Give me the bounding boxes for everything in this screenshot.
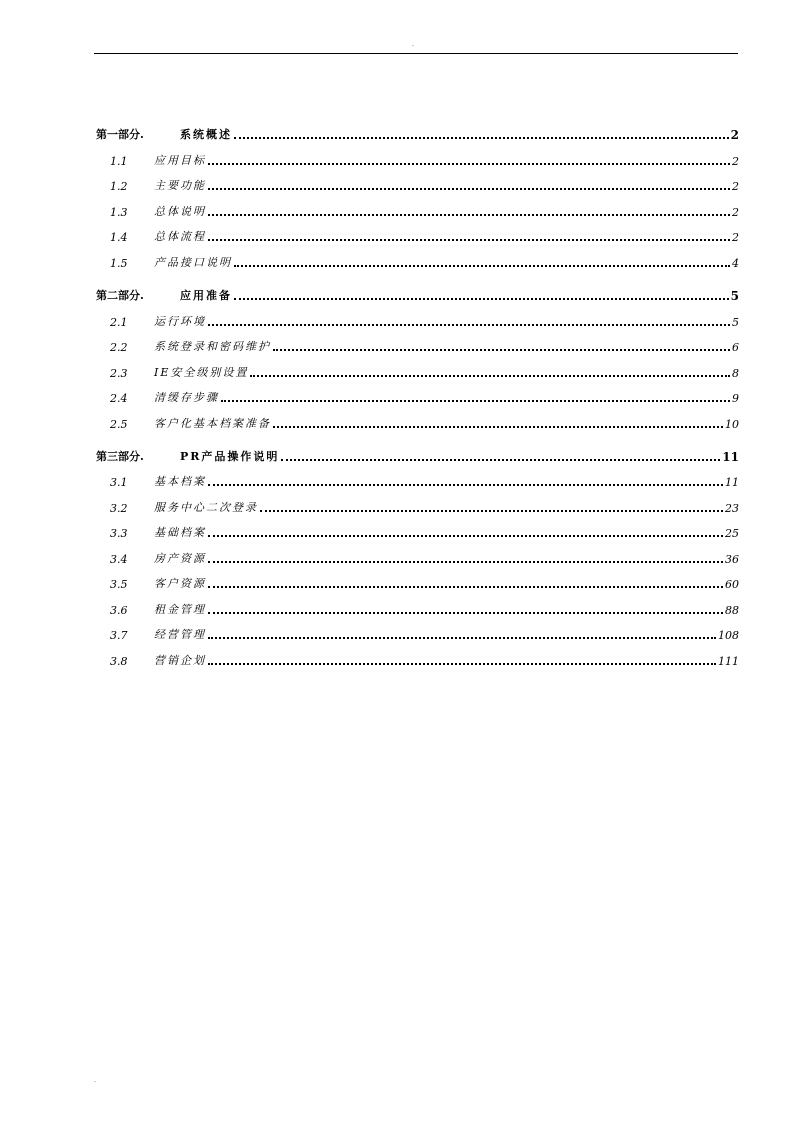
dot-leader xyxy=(234,297,729,300)
toc-entry-page: 8 xyxy=(732,367,739,380)
toc-entry-number: 2.5 xyxy=(110,418,128,431)
toc-entry-number: 3.4 xyxy=(110,553,128,566)
toc-entry-1-2[interactable] xyxy=(96,171,739,193)
dot-leader xyxy=(273,425,723,428)
toc-entry-part-1[interactable] xyxy=(96,120,739,142)
toc-entry-title: 服务中心二次登录 xyxy=(154,501,258,514)
toc-entry-3-5[interactable] xyxy=(96,569,739,591)
dot-leader xyxy=(208,636,716,639)
toc-entry-number: 3.8 xyxy=(110,655,128,668)
toc-entry-title: 系统登录和密码维护 xyxy=(154,340,271,353)
toc-entry-3-4[interactable] xyxy=(96,544,739,566)
toc-entry-title: 总体说明 xyxy=(154,205,206,218)
toc-entry-number: 2.2 xyxy=(110,341,128,354)
toc-entry-title: IE安全级别设置 xyxy=(154,366,249,379)
toc-entry-2-1[interactable] xyxy=(96,307,739,329)
toc-entry-1-3[interactable] xyxy=(96,197,739,219)
toc-entry-2-4[interactable] xyxy=(96,383,739,405)
toc-entry-number: 2.4 xyxy=(110,392,128,405)
toc-entry-2-5[interactable] xyxy=(96,409,739,431)
toc-entry-page: 23 xyxy=(725,502,739,515)
dot-leader xyxy=(221,399,730,402)
dot-leader xyxy=(208,238,730,241)
toc-entry-title: 客户资源 xyxy=(154,577,206,590)
dot-leader xyxy=(208,483,723,486)
toc-entry-page: 2 xyxy=(730,128,739,142)
toc-entry-title: 应用目标 xyxy=(154,154,206,167)
dot-leader xyxy=(250,374,730,377)
toc-entry-number: 3.2 xyxy=(110,502,128,515)
toc-entry-number: 3.1 xyxy=(110,476,128,489)
toc-entry-page: 2 xyxy=(732,206,739,219)
toc-entry-title: 客户化基本档案准备 xyxy=(154,417,271,430)
toc-entry-1-4[interactable] xyxy=(96,222,739,244)
toc-entry-page: 25 xyxy=(725,527,739,540)
toc-entry-title: 基础档案 xyxy=(154,526,206,539)
toc-entry-number: 3.7 xyxy=(110,629,128,642)
toc-entry-page: 2 xyxy=(732,180,739,193)
toc-entry-page: 10 xyxy=(725,418,739,431)
toc-entry-part-2[interactable] xyxy=(96,281,739,303)
toc-entry-2-3[interactable] xyxy=(96,358,739,380)
toc-entry-1-5[interactable] xyxy=(96,248,739,270)
toc-entry-title: 营销企划 xyxy=(154,654,206,667)
dot-leader xyxy=(234,264,730,267)
dot-leader xyxy=(208,323,730,326)
toc-entry-page: 5 xyxy=(732,316,739,329)
toc-entry-number: 第一部分. xyxy=(96,128,144,141)
header-mark: . xyxy=(412,41,414,48)
toc-entry-page: 60 xyxy=(725,578,739,591)
toc-entry-part-3[interactable] xyxy=(96,442,739,464)
dot-leader xyxy=(273,348,730,351)
toc-entry-page: 36 xyxy=(725,553,739,566)
toc-entry-number: 2.1 xyxy=(110,316,128,329)
toc-entry-number: 1.1 xyxy=(110,155,128,168)
toc-entry-3-2[interactable] xyxy=(96,493,739,515)
toc-entry-title: 主要功能 xyxy=(154,179,206,192)
toc-entry-3-1[interactable] xyxy=(96,467,739,489)
dot-leader xyxy=(208,213,730,216)
toc-entry-page: 108 xyxy=(718,629,739,642)
toc-entry-page: 9 xyxy=(732,392,739,405)
toc-entry-title: 运行环境 xyxy=(154,315,206,328)
toc-entry-number: 1.4 xyxy=(110,231,128,244)
toc-entry-number: 第三部分. xyxy=(96,450,144,463)
toc-entry-number: 3.3 xyxy=(110,527,128,540)
toc-entry-title: PR产品操作说明 xyxy=(180,450,280,463)
toc-entry-title: 基本档案 xyxy=(154,475,206,488)
dot-leader xyxy=(208,662,716,665)
dot-leader xyxy=(208,187,730,190)
toc-entry-title: 房产资源 xyxy=(154,552,206,565)
toc-entry-3-3[interactable] xyxy=(96,518,739,540)
toc-entry-number: 1.5 xyxy=(110,257,128,270)
toc-entry-1-1[interactable] xyxy=(96,146,739,168)
toc-entry-title: 清缓存步骤 xyxy=(154,391,219,404)
toc-entry-number: 1.3 xyxy=(110,206,128,219)
toc-entry-number: 第二部分. xyxy=(96,289,144,302)
toc-entry-page: 6 xyxy=(732,341,739,354)
toc-entry-page: 111 xyxy=(718,655,739,668)
toc-entry-title: 系统概述 xyxy=(180,128,232,141)
dot-leader xyxy=(208,611,723,614)
dot-leader xyxy=(260,509,723,512)
toc-entry-3-7[interactable] xyxy=(96,620,739,642)
toc-entry-2-2[interactable] xyxy=(96,332,739,354)
toc-entry-page: 4 xyxy=(732,257,739,270)
dot-leader xyxy=(208,534,723,537)
toc-entry-page: 2 xyxy=(732,231,739,244)
toc-entry-page: 2 xyxy=(732,155,739,168)
toc-entry-number: 1.2 xyxy=(110,180,128,193)
toc-entry-number: 3.5 xyxy=(110,578,128,591)
toc-entry-number: 2.3 xyxy=(110,367,128,380)
toc-entry-title: 经营管理 xyxy=(154,628,206,641)
toc-entry-number: 3.6 xyxy=(110,604,128,617)
toc-entry-page: 88 xyxy=(725,604,739,617)
toc-entry-title: 应用准备 xyxy=(180,289,232,302)
dot-leader xyxy=(208,162,730,165)
toc-entry-3-6[interactable] xyxy=(96,595,739,617)
toc-entry-page: 11 xyxy=(722,450,739,464)
footer-mark: . xyxy=(94,1077,96,1084)
dot-leader xyxy=(208,585,723,588)
dot-leader xyxy=(208,560,723,563)
toc-entry-title: 租金管理 xyxy=(154,603,206,616)
dot-leader xyxy=(234,136,729,139)
header-rule xyxy=(94,53,738,54)
toc-entry-title: 产品接口说明 xyxy=(154,256,232,269)
toc-entry-page: 5 xyxy=(730,289,739,303)
toc-entry-3-8[interactable] xyxy=(96,646,739,668)
toc-entry-title: 总体流程 xyxy=(154,230,206,243)
dot-leader xyxy=(281,458,720,461)
toc-entry-page: 11 xyxy=(725,476,739,489)
